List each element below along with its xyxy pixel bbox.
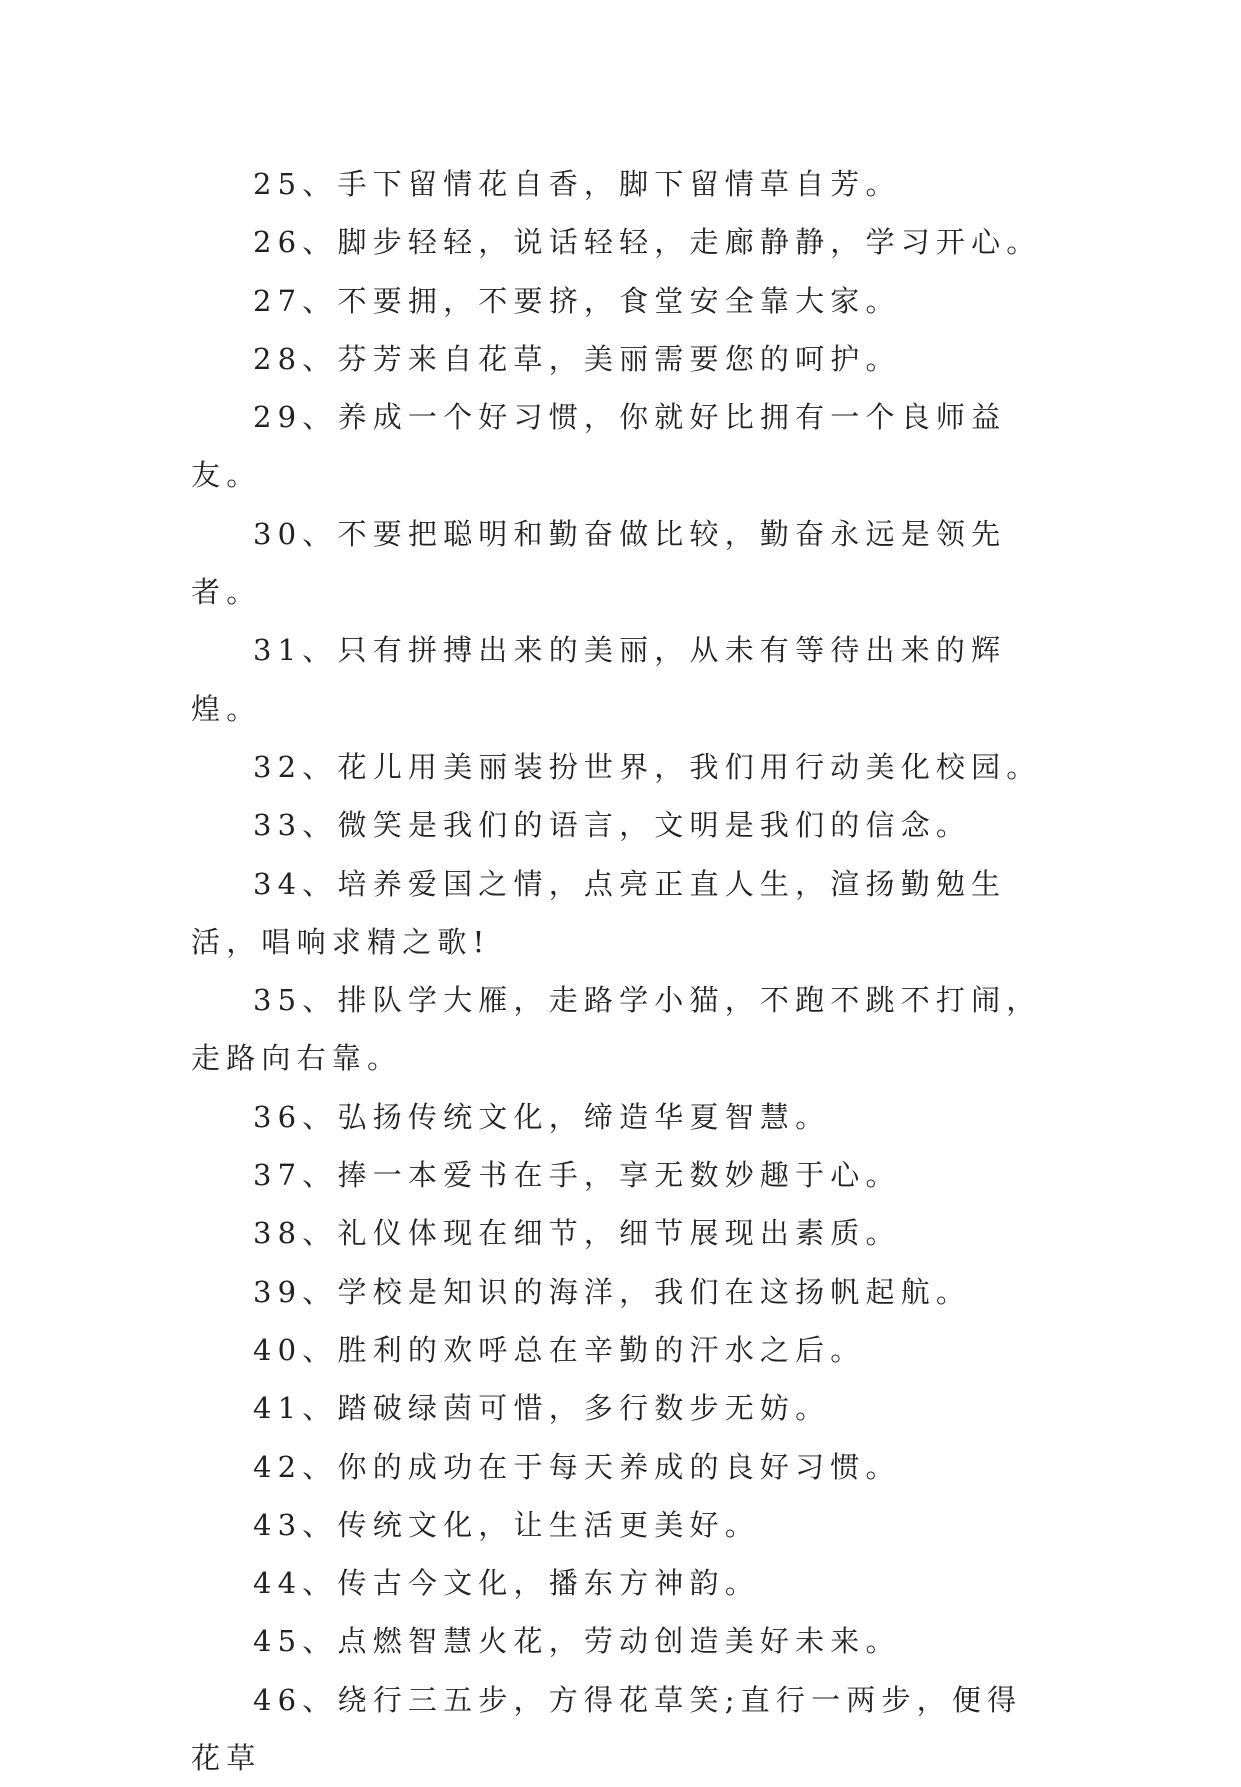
paragraph: 28、芬芳来自花草，美丽需要您的呵护。 — [253, 341, 901, 376]
paragraph: 37、捧一本爱书在手，享无数妙趣于心。 — [253, 1158, 901, 1193]
paragraph: 36、弘扬传统文化，缔造华夏智慧。 — [253, 1099, 831, 1134]
paragraph: 35、排队学大雁，走路学小猫，不跑不跳不打闹，走路向右靠。 — [191, 983, 1042, 1076]
paragraph: 30、不要把聪明和勤奋做比较，勤奋永远是领先者。 — [191, 516, 1007, 610]
paragraph: 26、脚步轻轻，说话轻轻，走廊静静，学习开心。 — [253, 225, 1042, 260]
paragraph: 45、点燃智慧火花，劳动创造美好未来。 — [253, 1624, 901, 1659]
paragraph: 43、传统文化，让生活更美好。 — [253, 1507, 760, 1542]
paragraph: 27、不要拥，不要挤，食堂安全靠大家。 — [253, 283, 901, 318]
paragraph: 41、踏破绿茵可惜，多行数步无妨。 — [253, 1391, 831, 1426]
paragraph: 46、绕行三五步，方得花草笑;直行一两步，便得花草 — [191, 1682, 1023, 1776]
paragraph: 25、手下留情花自香，脚下留情草自芳。 — [253, 167, 901, 201]
document-body — [191, 155, 1051, 1787]
paragraph: 32、花儿用美丽装扮世界，我们用行动美化校园。 — [253, 749, 1042, 784]
paragraph: 29、养成一个好习惯，你就好比拥有一个良师益友。 — [191, 400, 1007, 493]
paragraph: 42、你的成功在于每天养成的良好习惯。 — [253, 1449, 901, 1484]
paragraph: 31、只有拼搏出来的美丽，从未有等待出来的辉煌。 — [191, 633, 1007, 726]
paragraph: 33、微笑是我们的语言，文明是我们的信念。 — [253, 808, 972, 843]
paragraph: 39、学校是知识的海洋，我们在这扬帆起航。 — [253, 1274, 972, 1309]
paragraph: 44、传古今文化，播东方神韵。 — [253, 1566, 760, 1601]
paragraph: 40、胜利的欢呼总在辛勤的汗水之后。 — [253, 1332, 866, 1367]
paragraph: 38、礼仪体现在细节，细节展现出素质。 — [253, 1216, 901, 1251]
paragraph: 34、培养爱国之情，点亮正直人生，渲扬勤勉生活，唱响求精之歌! — [191, 866, 1007, 959]
